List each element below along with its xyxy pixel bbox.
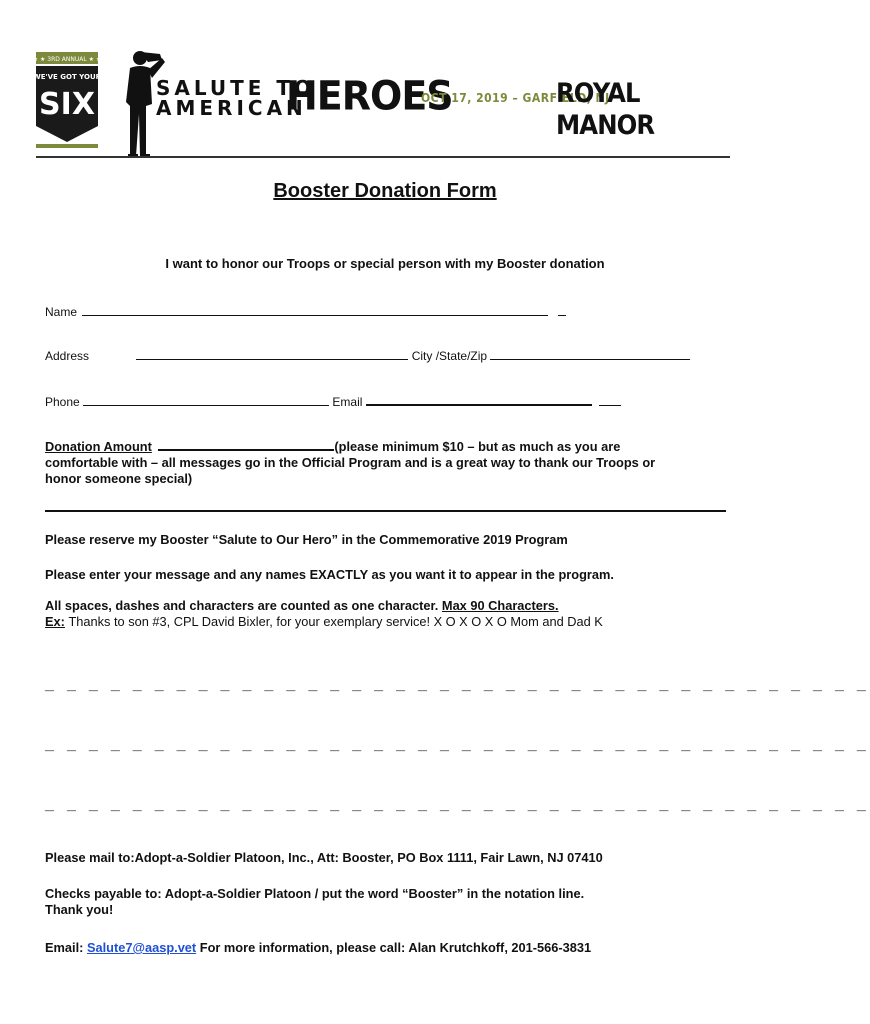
email-label: Email — [332, 395, 363, 409]
checks-line1: Checks payable to: Adopt-a-Soldier Platoon / put the word “Booster” in the notation line. — [45, 886, 585, 901]
reserve-rules — [45, 598, 725, 630]
email-field-end — [599, 393, 621, 406]
name-field[interactable] — [82, 303, 548, 316]
contact-info: For more information, please call: Alan Krutchkoff, 201-566-3831 — [199, 940, 592, 955]
donation-amount-field[interactable] — [158, 437, 334, 451]
form-title: Booster Donation Form — [273, 180, 497, 202]
checks-block — [45, 886, 725, 918]
donation-note-2: comfortable with – all messages go in the Official Program and is a great way to thank our Troops or — [45, 455, 656, 470]
venue-name: ROYAL MANOR — [556, 78, 655, 141]
address-label: Address — [45, 349, 90, 363]
message-line-3[interactable]: _ _ _ _ _ _ _ _ _ _ _ _ _ _ _ _ _ _ _ _ _ _ _ _ _ _ _ _ _ _ _ _ _ _ _ _ _ _ — [45, 796, 870, 813]
example-label: Ex: — [45, 614, 65, 629]
name-field-end — [558, 303, 566, 316]
donation-label: Donation Amount — [45, 439, 152, 454]
reserve-line2: Please enter your message and any names EXACTLY as you want it to appear in the program. — [45, 567, 614, 582]
reserve-line1: Please reserve my Booster “Salute to Our Hero” in the Commemorative 2019 Program — [45, 532, 568, 547]
city-state-zip-field[interactable] — [490, 347, 690, 360]
example-text: Thanks to son #3, CPL David Bixler, for your exemplary service! X O X O X O Mom and Dad K — [68, 614, 603, 629]
phone-field[interactable] — [83, 393, 329, 406]
contact-line — [45, 940, 725, 956]
badge-line2: SIX — [39, 87, 95, 122]
phone-row — [45, 392, 621, 409]
shield-badge-logo — [32, 52, 102, 148]
contact-email-label: Email: — [45, 940, 84, 955]
event-date-place: OCT 17, 2019 – GARFIELD, NJ — [421, 91, 610, 105]
name-row — [45, 303, 566, 319]
event-banner — [32, 48, 730, 160]
checks-line2: Thank you! — [45, 902, 114, 917]
badge-line1: WE'VE GOT YOUR — [32, 73, 102, 81]
donation-block — [45, 437, 725, 487]
reserve-line3: All spaces, dashes and characters are counted as one character. — [45, 598, 439, 613]
max-characters: Max 90 Characters. — [441, 598, 559, 613]
salute-line2: AMERICAN — [156, 96, 307, 120]
donation-note-1: (please minimum $10 – but as much as you are — [334, 439, 621, 454]
city-label: City /State/Zip — [411, 349, 488, 363]
badge-top-text: ★ ★ 3RD ANNUAL ★ ★ — [32, 56, 102, 63]
form-subtitle: I want to honor our Troops or special person with my Booster donation — [165, 256, 605, 271]
mail-instructions: Please mail to:Adopt-a-Soldier Platoon, Inc., Att: Booster, PO Box 1111, Fair Lawn, NJ 07410 — [45, 850, 603, 865]
donation-note-3: honor someone special) — [45, 471, 193, 486]
message-line-1[interactable]: _ _ _ _ _ _ _ _ _ _ _ _ _ _ _ _ _ _ _ _ _ _ _ _ _ _ _ _ _ _ _ _ _ _ _ _ _ _ — [45, 676, 870, 693]
section-divider — [45, 510, 726, 512]
banner-divider — [36, 156, 730, 158]
message-line-2[interactable]: _ _ _ _ _ _ _ _ _ _ _ _ _ _ _ _ _ _ _ _ _ _ _ _ _ _ _ _ _ _ _ _ _ _ _ _ _ _ — [45, 736, 870, 753]
salute-line1: SALUTE TO — [156, 76, 316, 100]
address-row — [45, 347, 690, 363]
email-field[interactable] — [366, 392, 592, 406]
name-label: Name — [45, 305, 78, 319]
heroes-title: HEROES — [286, 72, 453, 120]
contact-email-link[interactable]: Salute7@aasp.vet — [86, 940, 197, 955]
address-field[interactable] — [136, 347, 408, 360]
phone-label: Phone — [45, 395, 80, 409]
